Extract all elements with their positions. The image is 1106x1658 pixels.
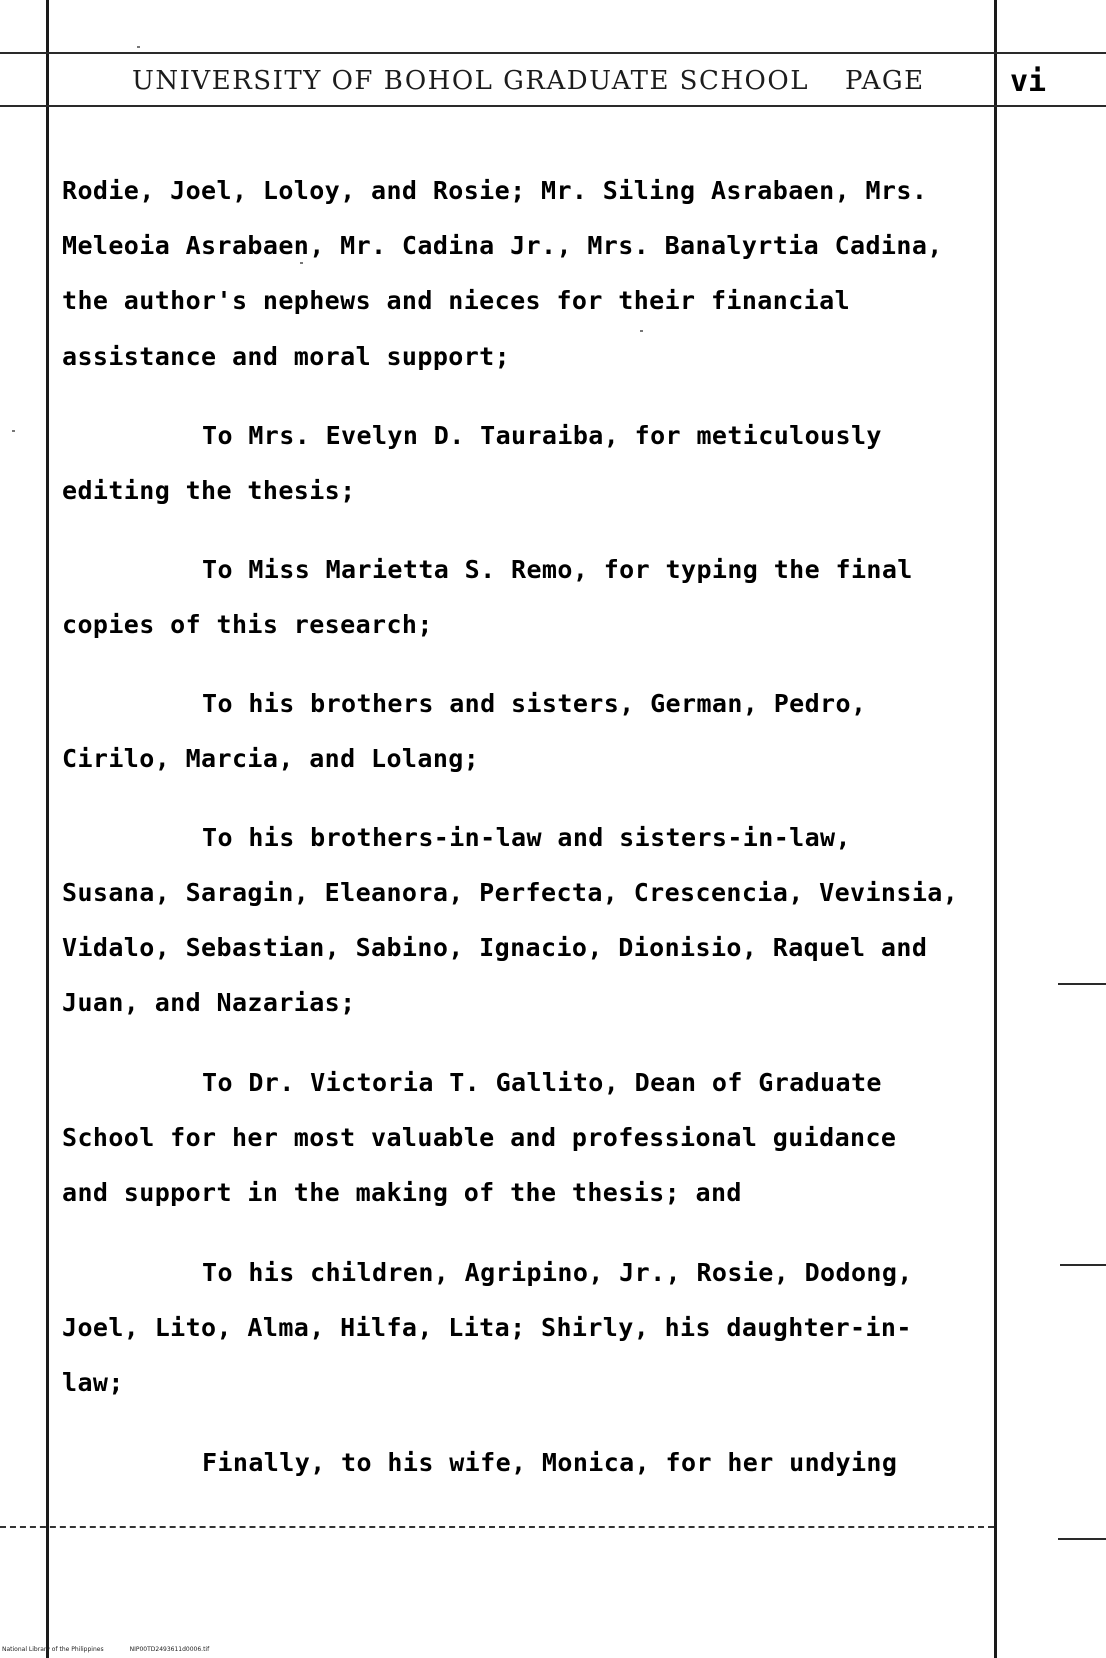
scan-speck (300, 262, 303, 264)
text-line: and support in the making of the thesis; and (62, 1178, 742, 1207)
text-line: Joel, Lito, Alma, Hilfa, Lita; Shirly, his daughter-in- (62, 1313, 912, 1342)
text-line: assistance and moral support; (62, 342, 511, 371)
text-line: Rodie, Joel, Loloy, and Rosie; Mr. Siling Asrabaen, Mrs. (62, 176, 928, 205)
right-tick-2 (1060, 1264, 1106, 1266)
footer-rule (0, 1526, 994, 1528)
text-line: Meleoia Asrabaen, Mr. Cadina Jr., Mrs. Banalyrtia Cadina, (62, 231, 943, 260)
file-id: NIP00TD2493611d0006.tif (129, 1646, 210, 1653)
scan-speck (12, 430, 15, 432)
right-tick-1 (1058, 983, 1106, 985)
right-margin-rule (994, 0, 997, 1658)
institution-name: UNIVERSITY OF BOHOL GRADUATE SCHOOL (132, 66, 809, 96)
left-margin-rule (46, 0, 49, 1658)
text-line: Juan, and Nazarias; (62, 988, 356, 1017)
text-line: Vidalo, Sebastian, Sabino, Ignacio, Dionisio, Raquel and (62, 933, 928, 962)
header-bottom-rule (0, 105, 1106, 107)
text-line: law; (62, 1368, 124, 1397)
scan-speck (640, 330, 643, 332)
text-line: Finally, to his wife, Monica, for her undying (202, 1448, 898, 1477)
text-line: To his children, Agripino, Jr., Rosie, Dodong, (202, 1258, 913, 1287)
scan-footer (2, 1646, 209, 1653)
text-line: To Miss Marietta S. Remo, for typing the final (202, 555, 913, 584)
text-line: editing the thesis; (62, 476, 356, 505)
text-line: To Mrs. Evelyn D. Tauraiba, for meticulously (202, 421, 882, 450)
library-credit: National Library of the Philippines (2, 1646, 104, 1653)
header-right-tick (1000, 52, 1106, 54)
scan-speck (137, 46, 140, 48)
text-line: the author's nephews and nieces for their financial (62, 286, 851, 315)
text-line: To his brothers and sisters, German, Pedro, (202, 689, 867, 718)
text-line: To Dr. Victoria T. Gallito, Dean of Graduate (202, 1068, 882, 1097)
right-tick-3 (1058, 1538, 1106, 1540)
page-label: PAGE (844, 66, 925, 96)
page-number: vi (1010, 64, 1047, 99)
text-line: copies of this research; (62, 610, 433, 639)
header-top-rule (0, 52, 1106, 54)
page-header (132, 66, 925, 96)
text-line: Cirilo, Marcia, and Lolang; (62, 744, 480, 773)
text-line: To his brothers-in-law and sisters-in-law, (202, 823, 851, 852)
text-line: School for her most valuable and professional guidance (62, 1123, 897, 1152)
text-line: Susana, Saragin, Eleanora, Perfecta, Crescencia, Vevinsia, (62, 878, 959, 907)
